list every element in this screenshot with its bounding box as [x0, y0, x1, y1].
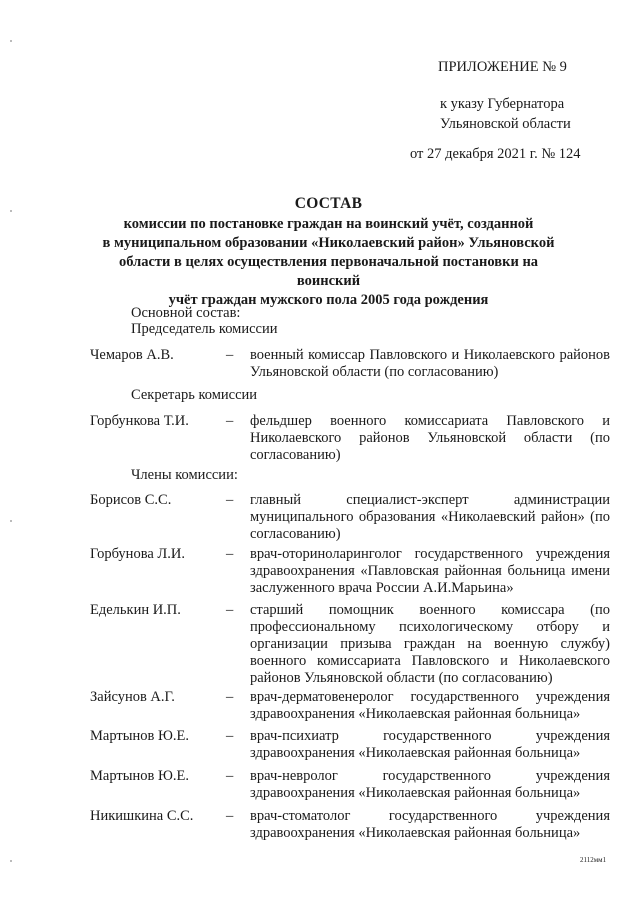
member-name: Мартынов Ю.Е. — [90, 728, 189, 744]
title-line-1: комиссии по постановке граждан на воинский учёт, созданной — [123, 216, 534, 232]
title-main: СОСТАВ — [294, 195, 363, 212]
section-secretary: Секретарь комиссии — [131, 387, 258, 403]
member-dash: – — [226, 413, 234, 429]
member-name: Еделькин И.П. — [90, 602, 181, 618]
scan-mark — [10, 860, 12, 862]
member-name: Чемаров А.В. — [90, 347, 174, 363]
member-role: фельдшер военного комиссариата Павловского и Николаевского районов Ульяновской области (по согласованию) — [250, 413, 610, 463]
footer-document-code: 2112мм1 — [580, 856, 607, 864]
member-role: врач-стоматолог государственного учреждения здравоохранения «Николаевская районная больница» — [250, 808, 610, 841]
member-role: врач-психиатр государственного учреждения здравоохранения «Николаевская районная больница» — [250, 728, 610, 761]
member-role: врач-оториноларинголог государственного учреждения здравоохранения «Павловская районная больница имени заслуженного врача России А.И.Марьина» — [250, 546, 610, 596]
member-dash: – — [226, 546, 234, 562]
section-main-composition: Основной состав: — [131, 305, 241, 321]
title-line-4: учёт граждан мужского пола 2005 года рождения — [168, 292, 489, 308]
decree-line-1: к указу Губернатора — [440, 96, 565, 112]
member-name: Борисов С.С. — [90, 492, 172, 508]
title-line-3: области в целях осуществления первоначальной постановки на воинский — [118, 254, 539, 289]
member-name: Горбунова Л.И. — [90, 546, 185, 562]
member-dash: – — [226, 728, 234, 744]
scan-mark — [10, 520, 12, 522]
section-members: Члены комиссии: — [131, 467, 238, 483]
member-dash: – — [226, 347, 234, 363]
member-role: врач-невролог государственного учреждения здравоохранения «Николаевская районная больница» — [250, 768, 610, 801]
appendix-label — [438, 58, 567, 77]
decree-reference — [440, 94, 571, 134]
member-name: Никишкина С.С. — [90, 808, 194, 824]
member-role: военный комиссар Павловского и Николаевского районов Ульяновской области (по согласованию) — [250, 347, 610, 380]
member-dash: – — [226, 768, 234, 784]
decree-date: от 27 декабря 2021 г. № 124 — [410, 146, 581, 162]
member-role: старший помощник военного комиссара (по профессиональному психологическому отбору и организации призыва граждан на военную службу) военного комиссариата Павловского и Николаевского районов Ульяновской области (по согласованию) — [250, 602, 610, 686]
appendix-number: ПРИЛОЖЕНИЕ № 9 — [438, 59, 567, 75]
scan-mark — [10, 210, 12, 212]
scan-mark — [10, 40, 12, 42]
member-dash: – — [226, 492, 234, 508]
title-line-2: в муниципальном образовании «Николаевский район» Ульяновской — [102, 235, 555, 251]
member-name: Мартынов Ю.Е. — [90, 768, 189, 784]
member-dash: – — [226, 808, 234, 824]
member-name: Зайсунов А.Г. — [90, 689, 175, 705]
member-role: главный специалист-эксперт администрации муниципального образования «Николаевский район» (по согласованию) — [250, 492, 610, 542]
document-title — [96, 194, 561, 310]
member-role: врач-дерматовенеролог государственного учреждения здравоохранения «Николаевская районная больница» — [250, 689, 610, 722]
member-name: Горбункова Т.И. — [90, 413, 189, 429]
decree-line-2: Ульяновской области — [440, 116, 571, 132]
member-dash: – — [226, 602, 234, 618]
member-dash: – — [226, 689, 234, 705]
section-chairman: Председатель комиссии — [131, 321, 278, 337]
